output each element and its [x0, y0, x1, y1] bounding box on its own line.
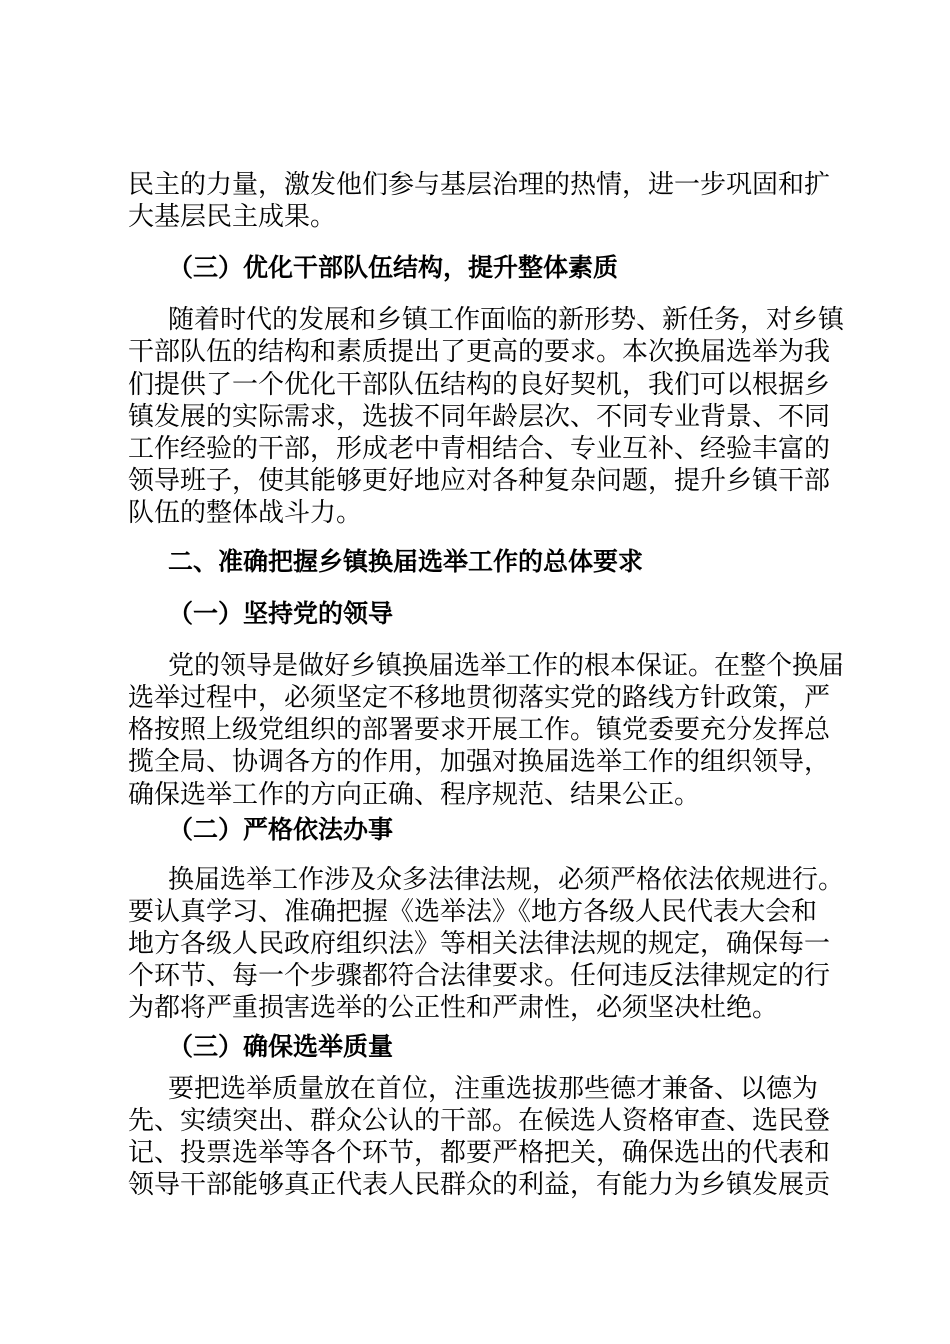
- paragraph-line: 格按照上级党组织的部署要求开展工作。镇党委要充分发挥总: [128, 715, 831, 745]
- paragraph-line: 地方各级人民政府组织法》等相关法律法规的规定，确保每一: [128, 929, 831, 959]
- paragraph-line: 先、实绩突出、群众公认的干部。在候选人资格审查、选民登: [128, 1106, 831, 1136]
- paragraph-line: 领导班子，使其能够更好地应对各种复杂问题，提升乡镇干部: [128, 466, 831, 496]
- paragraph-line: 记、投票选举等各个环节，都要严格把关，确保选出的代表和: [128, 1138, 831, 1168]
- paragraph-line: 队伍的整体战斗力。: [128, 498, 363, 528]
- paragraph-line: 干部队伍的结构和素质提出了更高的要求。本次换届选举为我: [128, 337, 831, 367]
- section-heading: （二）严格依法办事: [168, 815, 394, 844]
- paragraph-line: 个环节、每一个步骤都符合法律要求。任何违反法律规定的行: [128, 961, 831, 991]
- paragraph-line: 要把选举质量放在首位，注重选拔那些德才兼备、以德为: [168, 1074, 819, 1104]
- paragraph-line: 工作经验的干部，形成老中青相结合、专业互补、经验丰富的: [128, 434, 831, 464]
- paragraph-line: 要认真学习、准确把握《选举法》《地方各级人民代表大会和: [128, 897, 818, 927]
- paragraph-line: 大基层民主成果。: [128, 202, 337, 232]
- paragraph-line: 民主的力量，激发他们参与基层治理的热情，进一步巩固和扩: [128, 170, 831, 200]
- paragraph-line: 党的领导是做好乡镇换届选举工作的根本保证。在整个换届: [168, 651, 845, 681]
- paragraph-line: 换届选举工作涉及众多法律法规，必须严格依法依规进行。: [168, 865, 845, 895]
- chapter-heading: 二、准确把握乡镇换届选举工作的总体要求: [168, 547, 644, 576]
- paragraph-line: 为都将严重损害选举的公正性和严肃性，必须坚决杜绝。: [128, 993, 779, 1023]
- section-heading: （三）优化干部队伍结构，提升整体素质: [168, 253, 619, 282]
- paragraph-line: 揽全局、协调各方的作用，加强对换届选举工作的组织领导，: [128, 747, 831, 777]
- paragraph-line: 们提供了一个优化干部队伍结构的良好契机，我们可以根据乡: [128, 370, 831, 400]
- paragraph-line: 领导干部能够真正代表人民群众的利益，有能力为乡镇发展贡: [128, 1170, 831, 1200]
- paragraph-line: 随着时代的发展和乡镇工作面临的新形势、新任务，对乡镇: [168, 305, 845, 335]
- section-heading: （三）确保选举质量: [168, 1032, 394, 1061]
- paragraph-line: 确保选举工作的方向正确、程序规范、结果公正。: [128, 780, 701, 810]
- section-heading: （一）坚持党的领导: [168, 599, 394, 628]
- paragraph-line: 镇发展的实际需求，选拔不同年龄层次、不同专业背景、不同: [128, 402, 831, 432]
- paragraph-line: 选举过程中，必须坚定不移地贯彻落实党的路线方针政策，严: [128, 683, 831, 713]
